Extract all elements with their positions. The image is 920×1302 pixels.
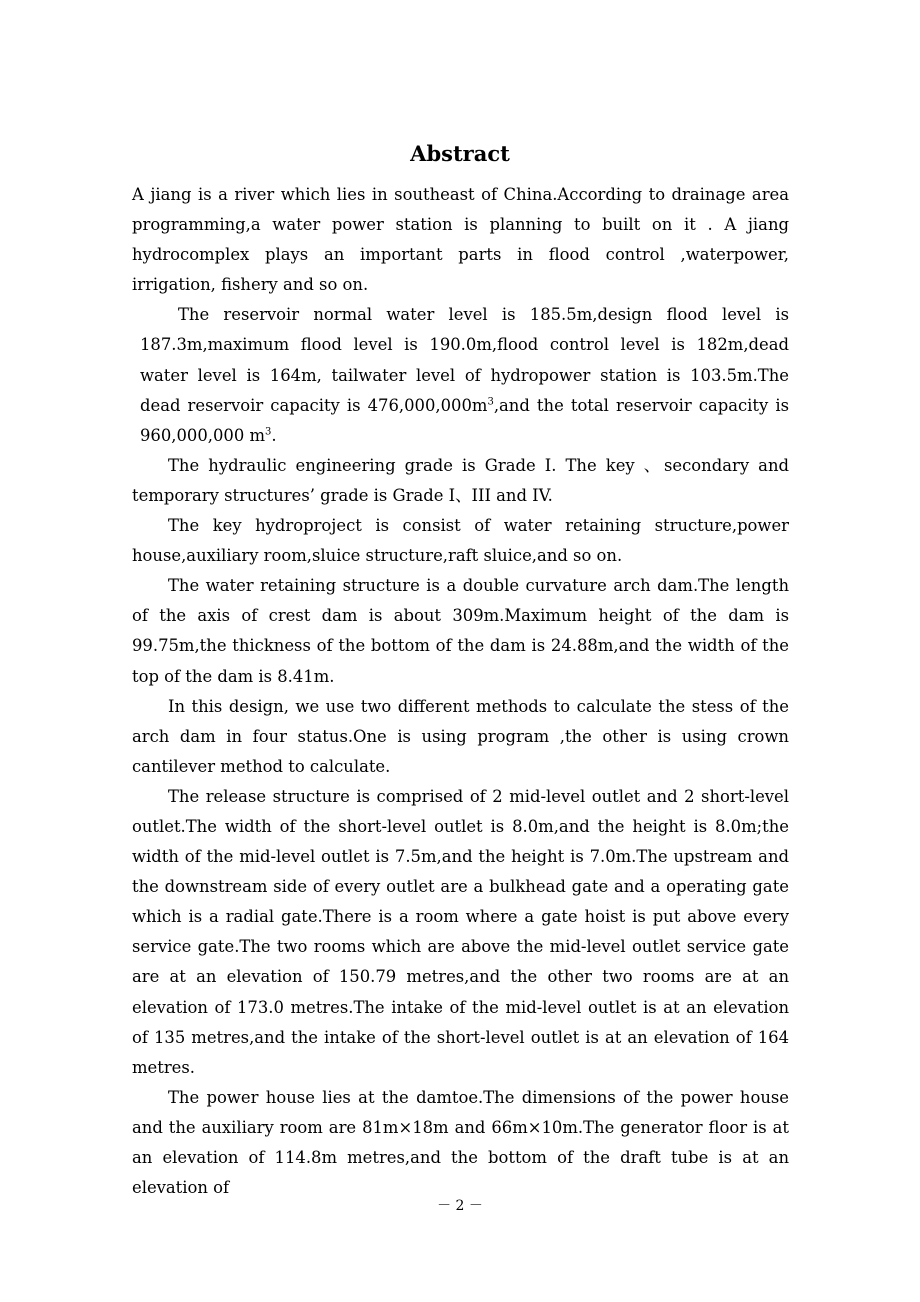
paragraph-2-text-a: The reservoir normal water level is 185.5m,design flood level is 187.3m,maximum flood level is 190.0m,flood control level is 182m,dead water level is 164m, tailwater level of hydropower station is 103.5m.The dead reservoir capacity is 476,000,000m <box>140 305 789 415</box>
paragraph-1: A jiang is a river which lies in southeast of China.According to drainage area programming,a water power station is planning to built on it . A jiang hydrocomplex plays an important parts in flood control ,waterpower, irrigation, fishery and so on. <box>132 185 789 295</box>
paragraph-2 <box>132 300 789 450</box>
superscript-cubic-2: 3 <box>265 426 272 438</box>
paragraph-2-text-b: ,and the total reservoir capacity is 960,000,000 m <box>140 395 789 445</box>
paragraph-3: The hydraulic engineering grade is Grade I. The key 、secondary and temporary structures’ grade is Grade I、III and IV. <box>132 455 789 505</box>
paragraph-2-text-c: . <box>271 425 277 445</box>
paragraph-7: The release structure is comprised of 2 mid-level outlet and 2 short-level outlet.The width of the short-level outlet is 8.0m,and the height is 8.0m;the width of the mid-level outlet is 7.5m,and the height is 7.0m.The upstream and the downstream side of every outlet are a bulkhead gate and a operating gate which is a radial gate.There is a room where a gate hoist is put above every service gate.The two rooms which are above the mid-level outlet service gate are at an elevation of 150.79 metres,and the other two rooms are at an elevation of 173.0 metres.The intake of the mid-level outlet is at an elevation of 135 metres,and the intake of the short-level outlet is at an elevation of 164 metres. <box>132 786 789 1077</box>
superscript-cubic-1: 3 <box>487 396 494 408</box>
paragraph-5: The water retaining structure is a double curvature arch dam.The length of the axis of crest dam is about 309m.Maximum height of the dam is 99.75m,the thickness of the bottom of the dam is 24.88m,and the width of the top of the dam is 8.41m. <box>132 576 789 686</box>
abstract-body <box>132 180 789 1203</box>
paragraph-6: In this design, we use two different methods to calculate the stess of the arch dam in four status.One is using program ,the other is using crown cantilever method to calculate. <box>132 696 789 776</box>
paragraph-8: The power house lies at the damtoe.The dimensions of the power house and the auxiliary room are 81m×18m and 66m×10m.The generator floor is at an elevation of 114.8m metres,and the bottom of the draft tube is at an elevation of <box>132 1087 789 1198</box>
page-number: － 2 － <box>437 1198 483 1214</box>
paragraph-4: The key hydroproject is consist of water retaining structure,power house,auxiliary room,sluice structure,raft sluice,and so on. <box>132 516 789 566</box>
page-title: Abstract <box>410 141 510 166</box>
